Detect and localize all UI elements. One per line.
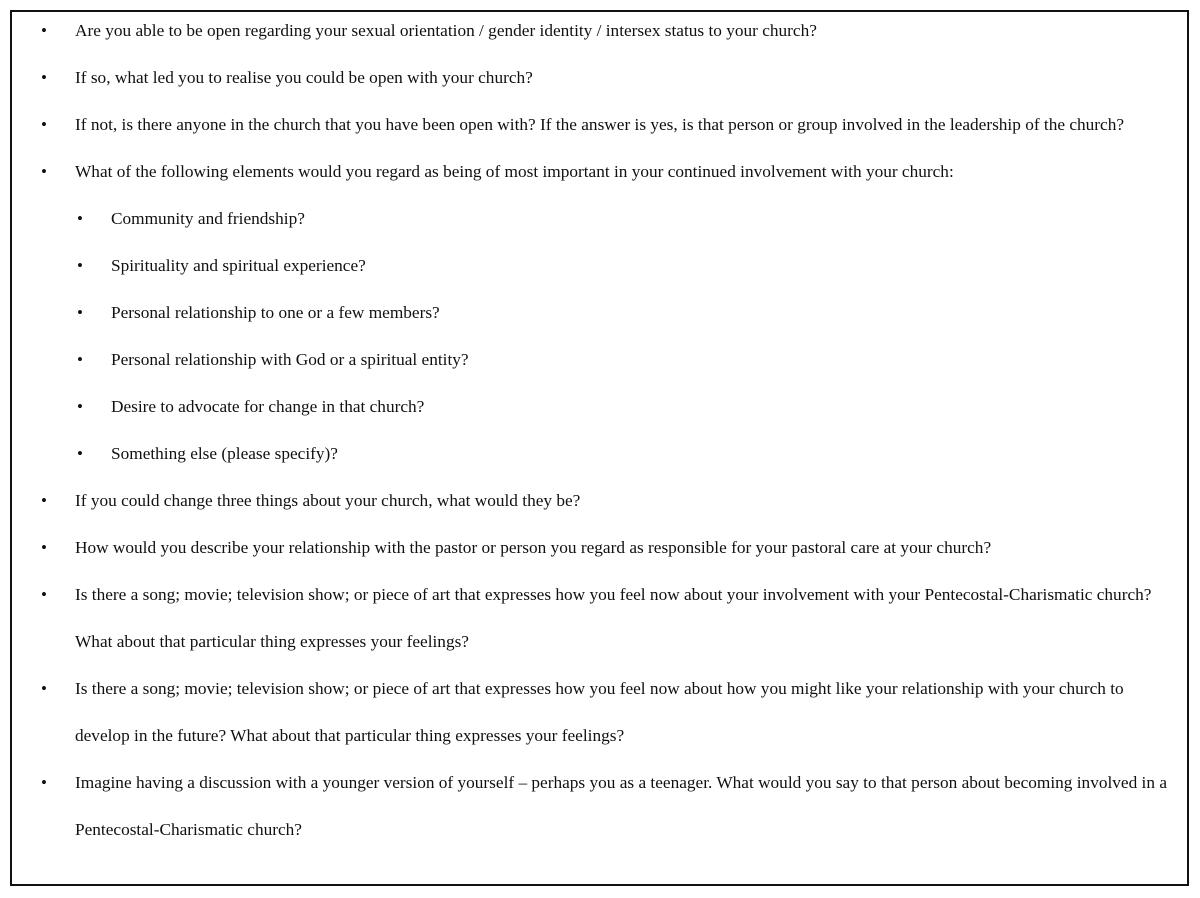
bullet-icon: • (41, 491, 47, 510)
option-text: Spirituality and spiritual experience? (111, 256, 366, 275)
question-list (12, 12, 1187, 853)
sub-list-item (12, 336, 1187, 383)
sub-list-item (12, 195, 1187, 242)
list-item (12, 665, 1187, 759)
bullet-icon: • (77, 209, 83, 228)
bullet-icon: • (41, 679, 47, 698)
sub-list-item (12, 430, 1187, 477)
list-item (12, 101, 1187, 148)
option-text: Personal relationship to one or a few members? (111, 303, 440, 322)
list-item (12, 571, 1187, 665)
bullet-icon: • (41, 68, 47, 87)
bullet-icon: • (77, 444, 83, 463)
bullet-icon: • (41, 162, 47, 181)
list-item (12, 759, 1187, 853)
list-item (12, 524, 1187, 571)
question-text: Is there a song; movie; television show; or piece of art that expresses how you feel now about your involvement with your Pentecostal-Charismatic church? What about that particular thing expresses your feelings? (75, 585, 1152, 651)
question-text: Is there a song; movie; television show; or piece of art that expresses how you feel now about how you might like your relationship with your church to develop in the future? What about that particular thing expresses your feelings? (75, 679, 1124, 745)
list-item (12, 148, 1187, 195)
question-text: If so, what led you to realise you could be open with your church? (75, 68, 533, 87)
question-text: If you could change three things about your church, what would they be? (75, 491, 581, 510)
option-text: Something else (please specify)? (111, 444, 338, 463)
bullet-icon: • (41, 538, 47, 557)
option-text: Personal relationship with God or a spiritual entity? (111, 350, 469, 369)
bullet-icon: • (77, 350, 83, 369)
questionnaire-box (10, 10, 1189, 886)
question-text: Are you able to be open regarding your sexual orientation / gender identity / intersex status to your church? (75, 21, 817, 40)
sub-list-item (12, 242, 1187, 289)
bullet-icon: • (41, 115, 47, 134)
option-text: Community and friendship? (111, 209, 305, 228)
question-text: How would you describe your relationship with the pastor or person you regard as responsible for your pastoral care at your church? (75, 538, 992, 557)
option-text: Desire to advocate for change in that church? (111, 397, 425, 416)
bullet-icon: • (77, 397, 83, 416)
question-text: Imagine having a discussion with a younger version of yourself – perhaps you as a teenager. What would you say to that person about becoming involved in a Pentecostal-Charismatic church? (75, 773, 1167, 839)
question-text: What of the following elements would you regard as being of most important in your continued involvement with your church: (75, 162, 954, 181)
bullet-icon: • (41, 585, 47, 604)
list-item (12, 477, 1187, 524)
list-item (12, 54, 1187, 101)
question-text: If not, is there anyone in the church that you have been open with? If the answer is yes, is that person or group involved in the leadership of the church? (75, 115, 1125, 134)
bullet-icon: • (41, 773, 47, 792)
bullet-icon: • (41, 21, 47, 40)
bullet-icon: • (77, 303, 83, 322)
bullet-icon: • (77, 256, 83, 275)
sub-list-item (12, 289, 1187, 336)
list-item (12, 7, 1187, 54)
sub-list-item (12, 383, 1187, 430)
